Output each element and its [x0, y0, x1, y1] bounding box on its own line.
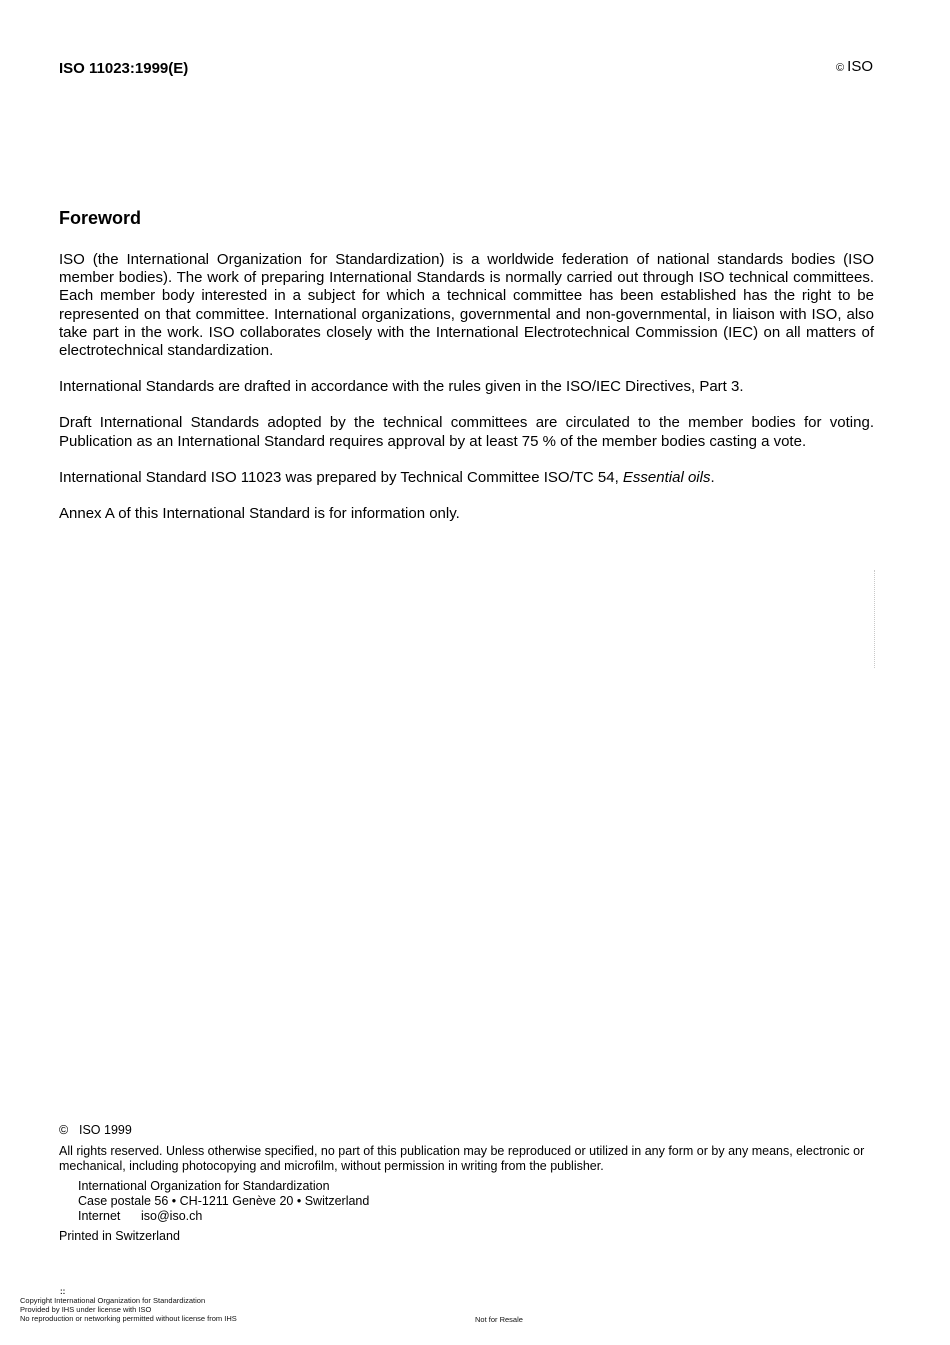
foreword-paragraph-annex: Annex A of this International Standard is for information only. — [59, 505, 460, 523]
document-id: ISO 11023:1999(E) — [59, 60, 189, 77]
publisher-postal-address: Case postale 56 • CH-1211 Genève 20 • Switzerland — [78, 1194, 370, 1208]
printed-in: Printed in Switzerland — [59, 1229, 180, 1243]
footer-copyright-symbol: © — [59, 1123, 69, 1137]
foreword-title: Foreword — [59, 208, 142, 228]
publisher-name: International Organization for Standardization — [78, 1179, 330, 1193]
rights-statement: All rights reserved. Unless otherwise specified, no part of this publication may be reproduced or utilized in any form or by any means, electronic or mechanical, including photocopying and microfilm, without permission in writing from the publisher. — [59, 1144, 865, 1173]
license-notice — [20, 1288, 237, 1323]
license-restriction: No reproduction or networking permitted without license from IHS — [20, 1314, 237, 1323]
copyright-org: ISO — [847, 58, 873, 75]
license-mark: :: — [60, 1287, 66, 1296]
footer-copyright-line — [59, 1123, 874, 1138]
not-for-resale: Not for Resale — [475, 1315, 523, 1324]
header-copyright — [836, 58, 873, 75]
foreword-paragraph-voting: Draft International Standards adopted by the technical committees are circulated to the member bodies for voting. Publication as an International Standard requires approval by at least 75 % of the member bodies casting a vote. — [59, 414, 874, 450]
license-copyright: Copyright International Organization for Standardization — [20, 1296, 206, 1305]
internet-label: Internet — [78, 1209, 121, 1223]
foreword-body — [59, 251, 874, 541]
prepared-by-suffix: . — [710, 468, 715, 486]
internet-email: iso@iso.ch — [141, 1209, 203, 1223]
copyright-symbol: © — [836, 62, 845, 74]
copyright-footer — [59, 1123, 874, 1244]
publisher-internet — [78, 1209, 874, 1224]
committee-subject: Essential oils — [622, 468, 711, 486]
foreword-paragraph-iso: ISO (the International Organization for Standardization) is a worldwide federation of national standards bodies (ISO member bodies). The work of preparing International Standards is normally carried out through ISO technical committees. Each member body interested in a subject for which a technical committee has been established has the right to be represented on that committee. International organizations, governmental and non-governmental, in liaison with ISO, also take part in the work. ISO collaborates closely with the International Electrotechnical Commission (IEC) on all matters of electrotechnical standardization. — [59, 251, 874, 360]
footer-copyright-year: ISO 1999 — [79, 1123, 132, 1137]
margin-change-mark — [874, 570, 877, 668]
foreword-paragraph-directives: International Standards are drafted in accordance with the rules given in the ISO/IEC Directives, Part 3. — [59, 378, 744, 396]
publisher-address — [59, 1179, 874, 1224]
prepared-by-text: International Standard ISO 11023 was prepared by Technical Committee ISO/TC 54, — [59, 468, 623, 486]
foreword-paragraph-prepared-by — [59, 469, 874, 487]
license-provider: Provided by IHS under license with ISO — [20, 1305, 152, 1314]
